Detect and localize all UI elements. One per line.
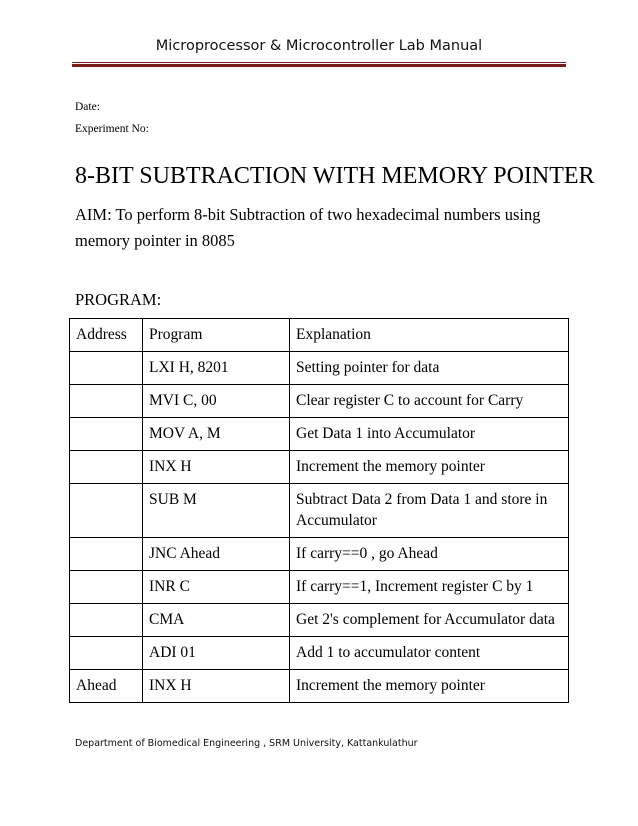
experiment-title: 8-BIT SUBTRACTION WITH MEMORY POINTER [75, 163, 595, 189]
table-row [70, 451, 569, 484]
table-row [70, 484, 569, 538]
address-cell [70, 451, 143, 484]
table-row [70, 418, 569, 451]
table-row [70, 637, 569, 670]
table-row [70, 571, 569, 604]
program-cell: JNC Ahead [143, 538, 290, 571]
address-cell [70, 484, 143, 538]
address-cell [70, 418, 143, 451]
address-cell [70, 637, 143, 670]
program-cell: SUB M [143, 484, 290, 538]
table-row [70, 352, 569, 385]
program-table [69, 318, 569, 703]
explanation-cell: If carry==1, Increment register C by 1 [290, 571, 569, 604]
program-cell: INX H [143, 670, 290, 703]
program-cell: MVI C, 00 [143, 385, 290, 418]
explanation-cell: Get 2's complement for Accumulator data [290, 604, 569, 637]
explanation-cell: Increment the memory pointer [290, 670, 569, 703]
address-cell [70, 604, 143, 637]
explanation-cell: Subtract Data 2 from Data 1 and store in Accumulator [290, 484, 569, 538]
header-rule-thin [72, 62, 566, 63]
address-cell [70, 352, 143, 385]
explanation-cell: Increment the memory pointer [290, 451, 569, 484]
table-row [70, 538, 569, 571]
experiment-label: Experiment No: [75, 123, 149, 135]
program-cell: INX H [143, 451, 290, 484]
page-header: Microprocessor & Microcontroller Lab Manual [155, 38, 483, 54]
header-rule-thick [72, 64, 566, 67]
header-address: Address [70, 319, 143, 352]
table-row [70, 385, 569, 418]
program-label: PROGRAM: [75, 290, 162, 309]
program-cell: INR C [143, 571, 290, 604]
program-cell: ADI 01 [143, 637, 290, 670]
explanation-cell: Setting pointer for data [290, 352, 569, 385]
address-cell [70, 571, 143, 604]
program-cell: MOV A, M [143, 418, 290, 451]
address-cell [70, 538, 143, 571]
header-explanation: Explanation [290, 319, 569, 352]
header-program: Program [143, 319, 290, 352]
explanation-cell: Get Data 1 into Accumulator [290, 418, 569, 451]
program-cell: LXI H, 8201 [143, 352, 290, 385]
table-row [70, 604, 569, 637]
explanation-cell: Add 1 to accumulator content [290, 637, 569, 670]
explanation-cell: Clear register C to account for Carry [290, 385, 569, 418]
explanation-cell: If carry==0 , go Ahead [290, 538, 569, 571]
date-label: Date: [75, 101, 100, 113]
table-row [70, 670, 569, 703]
address-cell: Ahead [70, 670, 143, 703]
aim-text: AIM: To perform 8-bit Subtraction of two hexadecimal numbers using memory pointer in 8085 [75, 205, 541, 250]
program-cell: CMA [143, 604, 290, 637]
table-header-row [70, 319, 569, 352]
address-cell [70, 385, 143, 418]
page-footer: Department of Biomedical Engineering , SRM University, Kattankulathur [75, 738, 418, 749]
